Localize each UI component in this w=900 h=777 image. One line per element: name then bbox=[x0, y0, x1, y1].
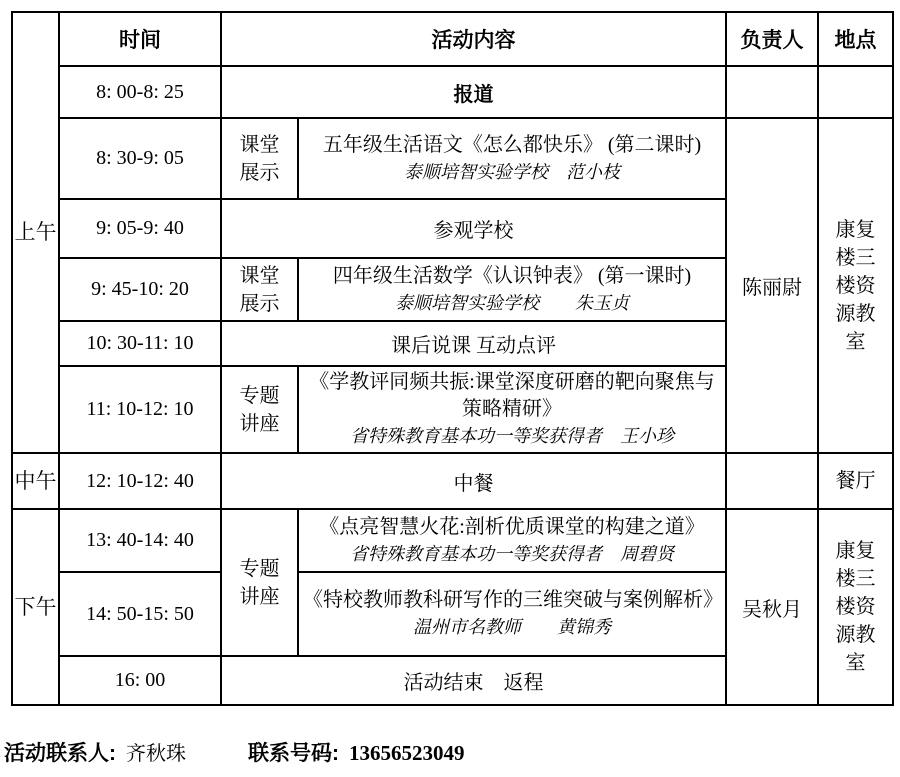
time-cell-lesson1: 8: 30-9: 05 bbox=[59, 118, 221, 199]
row-registration bbox=[12, 66, 893, 118]
person-cell-empty-lunch bbox=[726, 453, 818, 509]
lecture2-title: 《点亮智慧火花:剖析优质课堂的构建之道》 bbox=[319, 515, 705, 538]
activity-cell-registration: 报道 bbox=[221, 66, 726, 118]
period-cell-afternoon: 下午 bbox=[12, 509, 59, 705]
type-cell-lesson1: 课堂展示 bbox=[221, 118, 298, 199]
phone-label: 联系号码: bbox=[248, 742, 339, 765]
lecture3-presenter: 温州市名教师 黄锦秀 bbox=[413, 617, 611, 637]
period-cell-morning: 上午 bbox=[12, 12, 59, 453]
type-cell-lecture1: 专题讲座 bbox=[221, 366, 298, 453]
place-cell-empty-registration bbox=[818, 66, 893, 118]
phone-number: 13656523049 bbox=[349, 741, 465, 765]
person-cell-morning: 陈丽尉 bbox=[726, 118, 818, 453]
time-cell-visit: 9: 05-9: 40 bbox=[59, 199, 221, 258]
time-cell-lecture3: 14: 50-15: 50 bbox=[59, 572, 221, 656]
time-cell-review: 10: 30-11: 10 bbox=[59, 321, 221, 366]
schedule-table bbox=[11, 11, 894, 706]
lecture2-presenter: 省特殊教育基本功一等奖获得者 周碧贤 bbox=[350, 543, 674, 564]
type-cell-lesson2: 课堂展示 bbox=[221, 258, 298, 321]
person-cell-afternoon: 吴秋月 bbox=[726, 509, 818, 705]
place-cell-noon: 餐厅 bbox=[818, 453, 893, 509]
period-cell-noon: 中午 bbox=[12, 453, 59, 509]
header-place: 地点 bbox=[818, 12, 893, 66]
content-cell-lecture3 bbox=[298, 572, 726, 656]
lesson1-presenter: 泰顺培智实验学校 范小枝 bbox=[404, 161, 620, 182]
person-cell-empty-registration bbox=[726, 66, 818, 118]
type-cell-afternoon-lectures: 专题讲座 bbox=[221, 509, 298, 656]
header-time: 时间 bbox=[59, 12, 221, 66]
lesson2-presenter: 泰顺培智实验学校 朱玉贞 bbox=[395, 292, 629, 313]
contact-name: 齐秋珠 bbox=[126, 743, 186, 765]
content-cell-lesson2 bbox=[298, 258, 726, 321]
content-cell-lecture2 bbox=[298, 509, 726, 572]
content-cell-lecture1 bbox=[298, 366, 726, 453]
lesson2-title: 四年级生活数学《认识钟表》 (第一课时) bbox=[332, 264, 692, 287]
activity-cell-lunch: 中餐 bbox=[221, 453, 726, 509]
lecture3-title: 《特校教师教科研写作的三维突破与案例解析》 bbox=[303, 589, 723, 611]
contact-label: 活动联系人: bbox=[4, 742, 116, 765]
lecture1-presenter: 省特殊教育基本功一等奖获得者 王小珍 bbox=[350, 426, 674, 446]
lesson1-title: 五年级生活语文《怎么都快乐》 (第二课时) bbox=[322, 133, 702, 156]
header-person: 负责人 bbox=[726, 12, 818, 66]
time-cell-lesson2: 9: 45-10: 20 bbox=[59, 258, 221, 321]
row-lesson1 bbox=[12, 118, 893, 199]
time-cell-lecture2: 13: 40-14: 40 bbox=[59, 509, 221, 572]
activity-cell-visit: 参观学校 bbox=[221, 199, 726, 258]
lecture1-title: 《学教评同频共振:课堂深度研磨的靶向聚焦与策略精研》 bbox=[309, 371, 715, 420]
header-activity: 活动内容 bbox=[221, 12, 726, 66]
place-cell-afternoon: 康复楼三楼资源教室 bbox=[818, 509, 893, 705]
time-cell-lunch: 12: 10-12: 40 bbox=[59, 453, 221, 509]
content-cell-lesson1 bbox=[298, 118, 726, 199]
time-cell-lecture1: 11: 10-12: 10 bbox=[59, 366, 221, 453]
time-cell-end: 16: 00 bbox=[59, 656, 221, 705]
activity-cell-review: 课后说课 互动点评 bbox=[221, 321, 726, 366]
contact-line bbox=[4, 737, 900, 767]
row-lecture2 bbox=[12, 509, 893, 572]
place-cell-morning: 康复楼三楼资源教室 bbox=[818, 118, 893, 453]
time-cell-registration: 8: 00-8: 25 bbox=[59, 66, 221, 118]
row-lunch bbox=[12, 453, 893, 509]
activity-cell-end: 活动结束 返程 bbox=[221, 656, 726, 705]
